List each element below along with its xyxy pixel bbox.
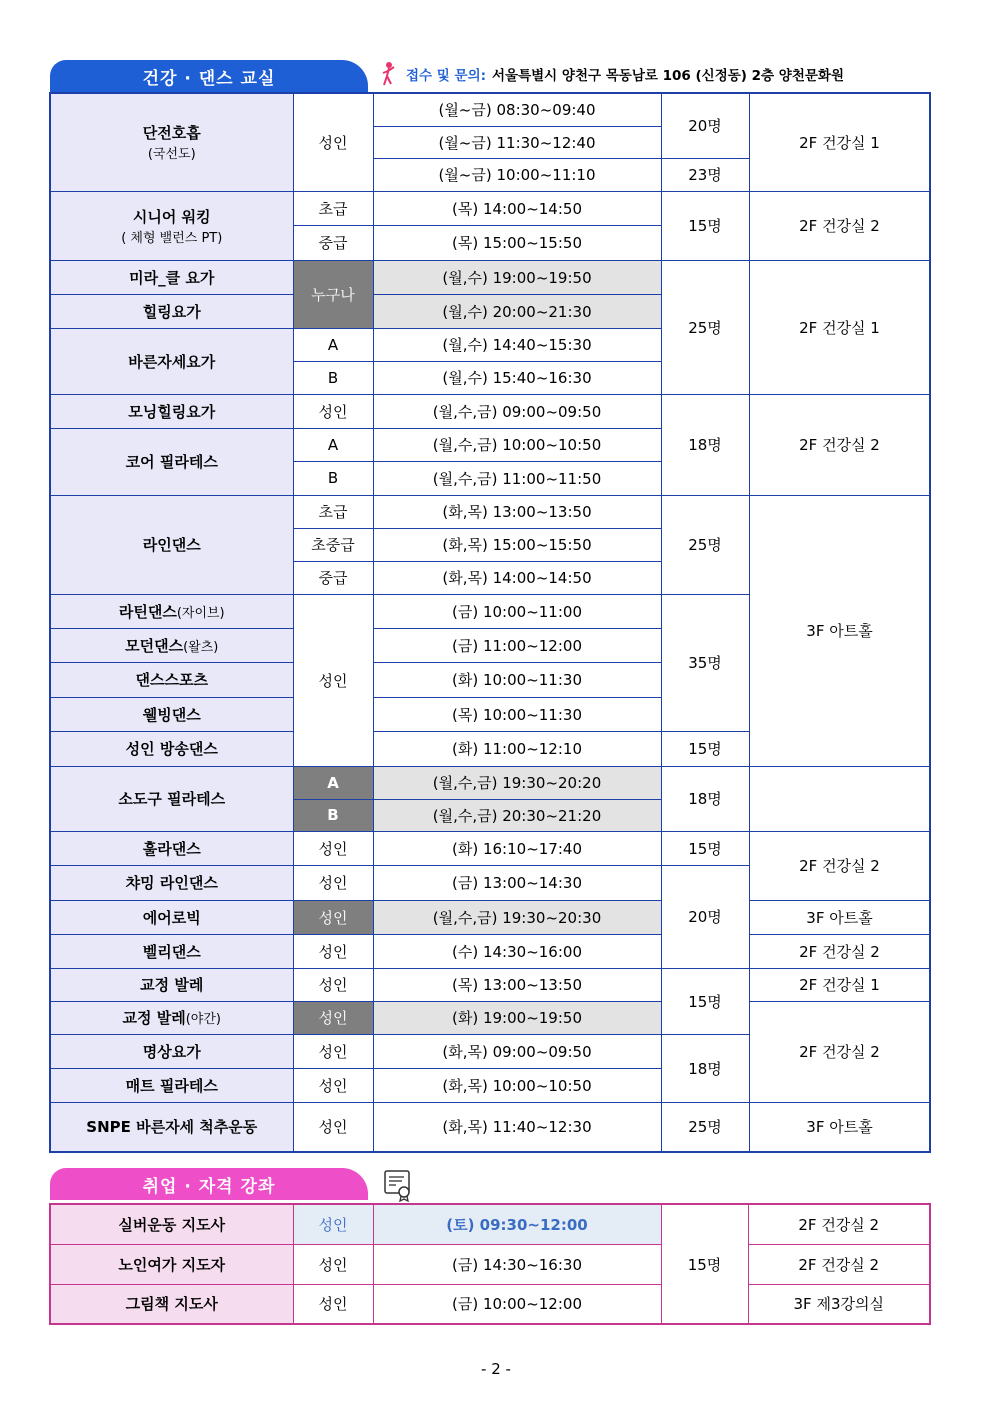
table-row — [50, 495, 930, 528]
class-name: 모던댄스(왈츠) — [50, 628, 293, 662]
audience-cell: 성인 — [293, 394, 373, 428]
audience-cell: A — [293, 328, 373, 361]
audience-cell: 중급 — [293, 561, 373, 594]
capacity-cell: 18명 — [661, 1034, 749, 1102]
time-cell: (화) 19:00~19:50 — [373, 1001, 661, 1034]
time-cell: (화) 16:10~17:40 — [373, 831, 661, 865]
table-row — [50, 1001, 930, 1034]
capacity-cell: 20명 — [661, 865, 749, 968]
time-cell: (화,목) 11:40~12:30 — [373, 1102, 661, 1152]
page-number: - 2 - — [481, 1360, 511, 1378]
class-name: 교정 발레(야간) — [50, 1001, 293, 1034]
time-cell: (금) 13:00~14:30 — [373, 865, 661, 900]
table-row — [50, 1284, 930, 1324]
room-cell: 3F 아트홀 — [749, 900, 930, 934]
class-name: 교정 발레 — [50, 968, 293, 1001]
class-name: 성인 방송댄스 — [50, 731, 293, 766]
time-cell: (월,수,금) 11:00~11:50 — [373, 461, 661, 495]
section-tab-health-dance — [50, 60, 368, 92]
room-cell: 3F 아트홀 — [749, 495, 930, 766]
time-cell: (목) 10:00~11:30 — [373, 697, 661, 731]
class-name: SNPE 바른자세 척추운동 — [50, 1102, 293, 1152]
audience-cell: 누구나 — [293, 260, 373, 328]
time-cell: (화) 10:00~11:30 — [373, 662, 661, 697]
audience-cell: A — [293, 766, 373, 799]
class-name: 단전호흡 (국선도) — [50, 93, 293, 191]
section-tab-jobs — [50, 1168, 368, 1200]
room-cell: 2F 건강실 2 — [749, 191, 930, 260]
time-cell: (금) 11:00~12:00 — [373, 628, 661, 662]
room-cell: 3F 아트홀 — [749, 1102, 930, 1152]
class-name: 챠밍 라인댄스 — [50, 865, 293, 900]
contact-label: 접수 및 문의: — [406, 68, 487, 84]
class-name: 실버운동 지도사 — [50, 1204, 293, 1244]
class-name: 벨리댄스 — [50, 934, 293, 968]
capacity-cell: 18명 — [661, 394, 749, 495]
time-cell: (금) 10:00~12:00 — [373, 1284, 661, 1324]
room-cell: 2F 건강실 1 — [749, 260, 930, 394]
section-title: 건강 · 댄스 교실 — [142, 68, 276, 89]
time-cell: (월,수) 14:40~15:30 — [373, 328, 661, 361]
class-name: 라틴댄스(자이브) — [50, 594, 293, 628]
time-cell: (월~금) 08:30~09:40 — [373, 93, 661, 126]
audience-cell: 성인 — [293, 934, 373, 968]
room-cell: 2F 건강실 1 — [749, 968, 930, 1001]
table-row — [50, 93, 930, 126]
capacity-cell: 15명 — [661, 731, 749, 766]
audience-cell: 초중급 — [293, 528, 373, 561]
time-cell: (화,목) 14:00~14:50 — [373, 561, 661, 594]
class-name: 시니어 워킹 ( 체형 밸런스 PT) — [50, 191, 293, 260]
section-title: 취업 · 자격 강좌 — [142, 1176, 276, 1197]
audience-cell: B — [293, 361, 373, 394]
audience-cell: 성인 — [293, 93, 373, 191]
table-row — [50, 260, 930, 294]
audience-cell: 성인 — [293, 1001, 373, 1034]
time-cell: (목) 13:00~13:50 — [373, 968, 661, 1001]
time-cell: (월,수,금) 10:00~10:50 — [373, 428, 661, 461]
time-cell: (월,수) 19:00~19:50 — [373, 260, 661, 294]
certificate-icon — [382, 1168, 414, 1202]
table-row — [50, 1102, 930, 1152]
audience-cell: 성인 — [293, 865, 373, 900]
audience-cell: 성인 — [293, 1034, 373, 1068]
capacity-cell: 23명 — [661, 158, 749, 191]
audience-cell: 성인 — [293, 594, 373, 766]
time-cell: (화,목) 10:00~10:50 — [373, 1068, 661, 1102]
class-name: 모닝힐링요가 — [50, 394, 293, 428]
capacity-cell: 20명 — [661, 93, 749, 158]
audience-cell: 중급 — [293, 225, 373, 260]
time-cell: (금) 14:30~16:30 — [373, 1244, 661, 1284]
time-cell: (화,목) 15:00~15:50 — [373, 528, 661, 561]
class-name: 댄스스포츠 — [50, 662, 293, 697]
class-name: 미라_클 요가 — [50, 260, 293, 294]
class-name: 웰빙댄스 — [50, 697, 293, 731]
audience-cell: 초급 — [293, 495, 373, 528]
contact-address: 서울특별시 양천구 목동남로 106 (신정동) 2층 양천문화원 — [492, 68, 844, 84]
audience-cell: 성인 — [293, 900, 373, 934]
table-row — [50, 191, 930, 225]
class-name: 훌라댄스 — [50, 831, 293, 865]
capacity-cell: 15명 — [661, 831, 749, 865]
room-cell: 2F 건강실 2 — [749, 394, 930, 495]
audience-cell: 성인 — [293, 1204, 373, 1244]
class-name: 매트 필라테스 — [50, 1068, 293, 1102]
audience-cell: 성인 — [293, 831, 373, 865]
jobs-schedule-table — [49, 1203, 931, 1325]
capacity-cell: 15명 — [661, 1204, 748, 1324]
table-row — [50, 900, 930, 934]
contact-info — [380, 60, 844, 88]
time-cell: (목) 14:00~14:50 — [373, 191, 661, 225]
time-cell: (금) 10:00~11:00 — [373, 594, 661, 628]
table-row — [50, 831, 930, 865]
time-cell: (월,수,금) 19:30~20:20 — [373, 766, 661, 799]
time-cell: (화,목) 09:00~09:50 — [373, 1034, 661, 1068]
table-row — [50, 934, 930, 968]
audience-cell: A — [293, 428, 373, 461]
class-name: 노인여가 지도자 — [50, 1244, 293, 1284]
time-cell: (화) 11:00~12:10 — [373, 731, 661, 766]
class-name: 라인댄스 — [50, 495, 293, 594]
class-name: 그림책 지도사 — [50, 1284, 293, 1324]
time-cell: (화,목) 13:00~13:50 — [373, 495, 661, 528]
time-cell: (월,수,금) 19:30~20:30 — [373, 900, 661, 934]
capacity-cell: 25명 — [661, 1102, 749, 1152]
capacity-cell: 25명 — [661, 260, 749, 394]
time-cell: (월,수,금) 09:00~09:50 — [373, 394, 661, 428]
time-cell: (월,수) 15:40~16:30 — [373, 361, 661, 394]
audience-cell: 성인 — [293, 1102, 373, 1152]
time-cell: (월,수,금) 20:30~21:20 — [373, 799, 661, 831]
audience-cell: 초급 — [293, 191, 373, 225]
room-cell: 2F 건강실 2 — [749, 934, 930, 968]
table-row — [50, 394, 930, 428]
capacity-cell: 18명 — [661, 766, 749, 831]
person-dancer-icon — [380, 61, 398, 87]
audience-cell: B — [293, 461, 373, 495]
class-name: 명상요가 — [50, 1034, 293, 1068]
time-cell: (월~금) 11:30~12:40 — [373, 126, 661, 158]
time-cell: (토) 09:30~12:00 — [373, 1204, 661, 1244]
room-cell: 2F 건강실 2 — [748, 1244, 930, 1284]
class-name: 소도구 필라테스 — [50, 766, 293, 831]
room-cell: 2F 건강실 2 — [748, 1204, 930, 1244]
table-row — [50, 1244, 930, 1284]
time-cell: (월~금) 10:00~11:10 — [373, 158, 661, 191]
audience-cell: 성인 — [293, 1284, 373, 1324]
audience-cell: B — [293, 799, 373, 831]
audience-cell: 성인 — [293, 1244, 373, 1284]
room-cell: 2F 건강실 2 — [749, 831, 930, 900]
capacity-cell: 15명 — [661, 968, 749, 1034]
room-cell: 3F 제3강의실 — [748, 1284, 930, 1324]
audience-cell: 성인 — [293, 968, 373, 1001]
capacity-cell: 15명 — [661, 191, 749, 260]
table-row — [50, 968, 930, 1001]
table-row — [50, 1204, 930, 1244]
time-cell: (수) 14:30~16:00 — [373, 934, 661, 968]
room-cell: 2F 건강실 2 — [749, 1001, 930, 1102]
class-name: 바른자세요가 — [50, 328, 293, 394]
room-cell: 2F 건강실 1 — [749, 93, 930, 191]
capacity-cell: 35명 — [661, 594, 749, 731]
table-row — [50, 766, 930, 799]
class-name: 에어로빅 — [50, 900, 293, 934]
class-name: 코어 필라테스 — [50, 428, 293, 495]
health-dance-schedule-table — [49, 92, 931, 1153]
class-name: 힐링요가 — [50, 294, 293, 328]
audience-cell: 성인 — [293, 1068, 373, 1102]
time-cell: (목) 15:00~15:50 — [373, 225, 661, 260]
time-cell: (월,수) 20:00~21:30 — [373, 294, 661, 328]
capacity-cell: 25명 — [661, 495, 749, 594]
